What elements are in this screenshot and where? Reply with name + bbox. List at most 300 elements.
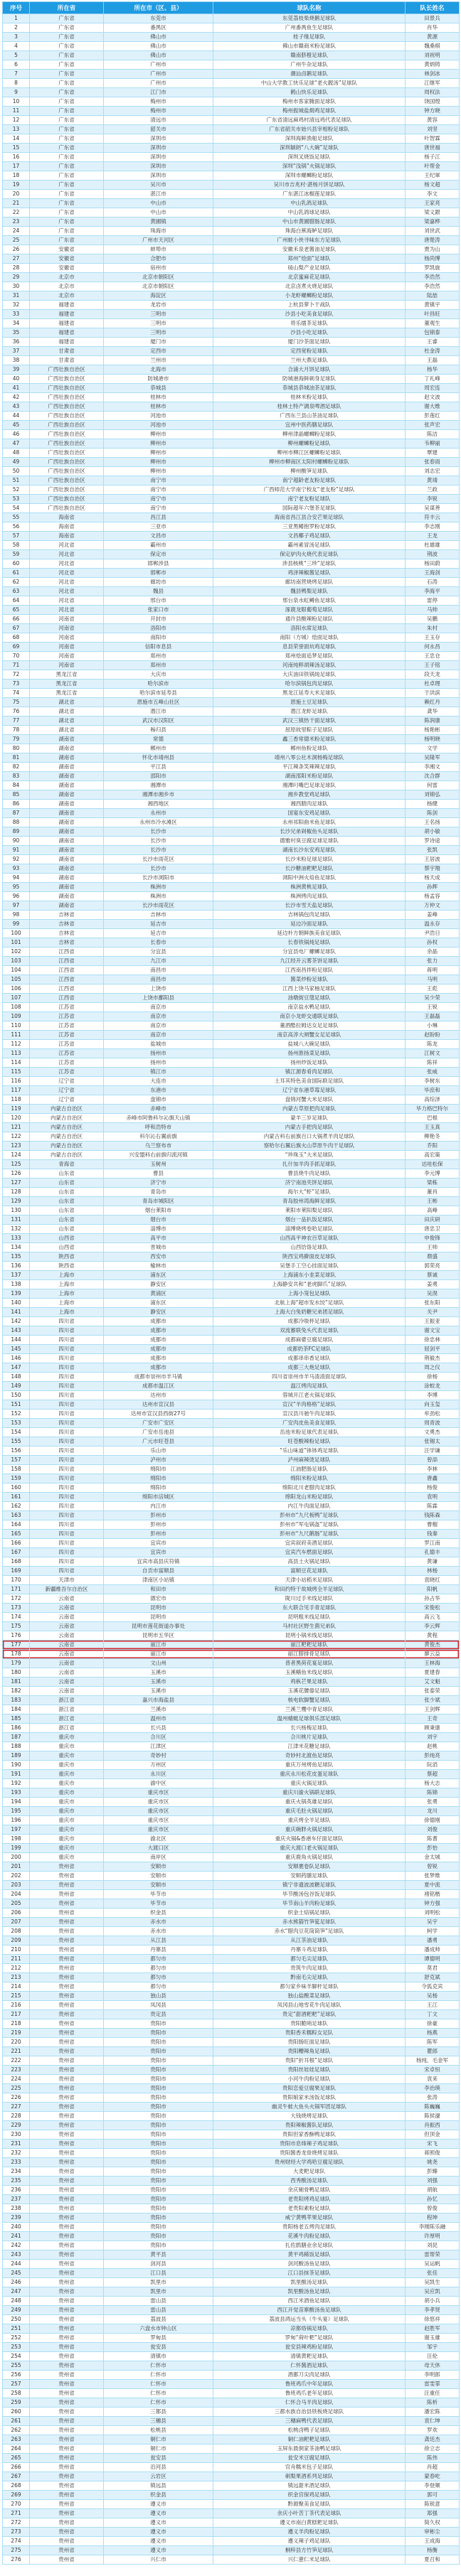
cell-index: 166 [3, 1539, 30, 1548]
cell-province: 云南省 [30, 1622, 104, 1631]
cell-province: 四川省 [30, 1363, 104, 1373]
table-row [3, 1215, 460, 1225]
cell-city: 绵阳市 [104, 1465, 213, 1474]
cell-captain: 吴少荣 [406, 994, 460, 1003]
cell-index: 15 [3, 144, 30, 153]
table-row [3, 1225, 460, 1234]
cell-index: 141 [3, 1308, 30, 1317]
cell-index: 116 [3, 1077, 30, 1086]
cell-team-name: 中山乳鸽足球队 [213, 199, 406, 208]
cell-captain: 宋俊松 [406, 1604, 460, 1613]
table-row [3, 1493, 460, 1502]
cell-province: 吉林省 [30, 938, 104, 948]
cell-team-name: 南京小龙虾交通联足球队 [213, 1012, 406, 1021]
cell-captain: 董观生 [406, 319, 460, 328]
cell-index: 276 [3, 2555, 30, 2565]
cell-team-name: 瓮安县辣鸡粉足球队 [213, 2343, 406, 2352]
cell-team-name: 宜宾汽车燃面足球队 [213, 1548, 406, 1557]
cell-team-name: 柳州津晶螺蛳粉足球队 [213, 430, 406, 439]
cell-province: 四川省 [30, 1373, 104, 1382]
table-row [3, 948, 460, 957]
cell-city: 番禺区 [104, 23, 213, 33]
table-row [3, 1243, 460, 1252]
cell-province: 贵州省 [30, 2361, 104, 2371]
cell-province: 贵州省 [30, 2555, 104, 2565]
cell-team-name: 海南省昌江县合安芒果足球队 [213, 513, 406, 522]
table-row [3, 1382, 460, 1391]
cell-province: 贵州省 [30, 2177, 104, 2186]
cell-city: 南宁市 [104, 495, 213, 504]
cell-captain: 林杨 [406, 1567, 460, 1576]
cell-city: 邯郸市 [104, 569, 213, 578]
cell-captain: 徐悠祥 [406, 2315, 460, 2324]
cell-captain: 吴凯生 [406, 2278, 460, 2287]
table-row [3, 2260, 460, 2269]
cell-captain: 高综泽 [406, 1095, 460, 1105]
cell-province: 江西省 [30, 975, 104, 984]
cell-captain: 赵文波 [406, 393, 460, 402]
cell-team-name: 江西上饶马家柚足球队 [213, 984, 406, 994]
cell-city: 长春市 [104, 938, 213, 948]
table-row [3, 393, 460, 402]
cell-captain: 金太城 [406, 1853, 460, 1862]
cell-province: 贵州省 [30, 2140, 104, 2149]
cell-city: 彭州市 [104, 1520, 213, 1530]
cell-province: 贵州省 [30, 2518, 104, 2528]
cell-team-name: 油墩街豆蔻足球队 [213, 994, 406, 1003]
cell-province: 贵州省 [30, 1955, 104, 1964]
cell-captain: 陈耆 [406, 1835, 460, 1844]
cell-index: 257 [3, 2380, 30, 2389]
cell-index: 6 [3, 60, 30, 70]
cell-captain: 彭纯亮 [406, 1751, 460, 1761]
cell-team-name: 厦门沙茶面足球队 [213, 338, 406, 347]
cell-captain: 毕力格巴特尔 [406, 1105, 460, 1114]
cell-team-name: 上海大白兔奶糖兄弟团足球队 [213, 1308, 406, 1317]
cell-city: 成都市 [104, 1326, 213, 1336]
cell-index: 111 [3, 1031, 30, 1040]
cell-province: 重庆市 [30, 1742, 104, 1751]
cell-captain: 蔡宇翔 [406, 864, 460, 874]
cell-city: 龙岩市 [104, 301, 213, 310]
cell-team-name: 分宜县电厂螺蛳足球队 [213, 948, 406, 957]
cell-team-name: 黄平鸡稀饭足球队 [213, 2250, 406, 2260]
table-row [3, 2278, 460, 2287]
table-row [3, 827, 460, 837]
cell-province: 湖北省 [30, 726, 104, 735]
table-row [3, 1816, 460, 1825]
cell-province: 四川省 [30, 1511, 104, 1520]
cell-captain: 杨俊 [406, 1483, 460, 1493]
cell-team-name: 内江牛肉面足球队 [213, 1502, 406, 1511]
cell-index: 128 [3, 1188, 30, 1197]
cell-province: 四川省 [30, 1474, 104, 1483]
cell-captain: 袁来 [406, 2075, 460, 2084]
table-row [3, 2232, 460, 2241]
cell-index: 275 [3, 2546, 30, 2555]
table-row [3, 449, 460, 458]
cell-captain: 王奇 [406, 1714, 460, 1724]
cell-province: 湖南省 [30, 892, 104, 901]
cell-index: 115 [3, 1068, 30, 1077]
cell-team-name: 北京蜜麻花足球队 [213, 273, 406, 282]
cell-index: 187 [3, 1733, 30, 1742]
cell-team-name: 玉屏东晨侗家茶油鸭足球队 [213, 2444, 406, 2454]
cell-team-name: 重庆火锅&香港车仔面足球队 [213, 1835, 406, 1844]
team-table [2, 1, 460, 2565]
cell-index: 123 [3, 1142, 30, 1151]
cell-province: 贵州省 [30, 2269, 104, 2278]
cell-province: 贵州省 [30, 2491, 104, 2500]
table-row [3, 984, 460, 994]
cell-captain: 顾秉康 [406, 1724, 460, 1733]
cell-city: 湘西地区 [104, 800, 213, 809]
table-row [3, 171, 460, 181]
cell-province: 广东省 [30, 236, 104, 245]
cell-city: 中山市 [104, 199, 213, 208]
cell-captain: 陈洁 [406, 430, 460, 439]
cell-team-name: 贵阳市息烽辣子鸡足球队 [213, 2140, 406, 2149]
cell-city: 黄浦区 [104, 1289, 213, 1299]
cell-province: 福建省 [30, 328, 104, 338]
cell-captain: 韦柳丽 [406, 439, 460, 449]
cell-city: 重庆市区 [104, 1798, 213, 1807]
cell-province: 湖南省 [30, 883, 104, 892]
cell-city: 从江县 [104, 1936, 213, 1946]
cell-team-name: 广东湛江冰榴莲足球队 [213, 190, 406, 199]
cell-city: 贵阳市 [104, 2195, 213, 2204]
table-row [3, 1890, 460, 1899]
cell-city: 泸州市 [104, 1456, 213, 1465]
table-row [3, 467, 460, 476]
cell-province: 广东省 [30, 51, 104, 60]
cell-team-name: 贵阳脆哨足球队 [213, 2019, 406, 2029]
cell-city: 安顺市 [104, 1872, 213, 1881]
cell-city: 呼和浩特市 [104, 1123, 213, 1132]
cell-city: 清远市 [104, 116, 213, 125]
cell-team-name: 镇宁非遗波波糖足球队 [213, 1881, 406, 1890]
cell-city: 株洲市 [104, 883, 213, 892]
cell-team-name: 织金土焙锅足球队 [213, 1909, 406, 1918]
cell-province: 贵州省 [30, 2334, 104, 2343]
cell-index: 192 [3, 1779, 30, 1788]
cell-captain: 孙忆 [406, 2195, 460, 2204]
cell-captain: 曾添 [406, 1456, 460, 1465]
cell-team-name: 湘乡教堂鸡足球队 [213, 790, 406, 800]
cell-captain: 屈剑平 [406, 1345, 460, 1354]
cell-captain: 汪学谦 [406, 1447, 460, 1456]
cell-team-name: 遵义辣子鸡足球队 [213, 2537, 406, 2546]
cell-index: 97 [3, 901, 30, 911]
cell-captain: 涂蛟龙 [406, 1382, 460, 1391]
cell-captain: 杨燕 [406, 2029, 460, 2038]
table-row [3, 2361, 460, 2371]
cell-city: 广州市 [104, 70, 213, 79]
cell-index: 150 [3, 1391, 30, 1400]
cell-captain: 何永昌 [406, 643, 460, 652]
cell-city: 乐山市 [104, 1447, 213, 1456]
cell-team-name: 西江开觉苗寨酸汤鱼足球队 [213, 2306, 406, 2315]
cell-team-name: 核电软脚蟹足球队 [213, 1696, 406, 1705]
table-row [3, 643, 460, 652]
cell-team-name: 合川桃片足球队 [213, 1733, 406, 1742]
cell-city: 玉溪市 [104, 1678, 213, 1687]
cell-team-name: 柳州螺蛳粉足球队 [213, 439, 406, 449]
cell-province: 河北省 [30, 541, 104, 550]
cell-captain: 张锡太 [406, 1437, 460, 1447]
table-row [3, 2454, 460, 2463]
cell-index: 5 [3, 51, 30, 60]
cell-index: 121 [3, 1123, 30, 1132]
table-row [3, 2084, 460, 2093]
table-row [3, 735, 460, 744]
cell-team-name: 重庆川渝火锅联足球队 [213, 1788, 406, 1798]
cell-province: 贵州省 [30, 2417, 104, 2426]
cell-team-name: 重庆永川松花皮蛋足球队 [213, 1770, 406, 1779]
cell-captain: 乔阳 [406, 1142, 460, 1151]
cell-captain: 瞿郎 [406, 2047, 460, 2056]
cell-captain: 肖华 [406, 23, 460, 33]
cell-team-name: 彭州市“九尺板鸭”足球队 [213, 1511, 406, 1520]
table-row [3, 1613, 460, 1622]
cell-team-name: 旺苍酸辣粉足球队 [213, 1437, 406, 1447]
cell-team-name: 西秀酸汤足球队 [213, 2177, 406, 2186]
cell-index: 26 [3, 245, 30, 254]
cell-team-name: 罗甸“荷叶粑”足球队 [213, 2334, 406, 2343]
cell-team-name: 成都奶茶FC足球队 [213, 1345, 406, 1354]
cell-captain: 姜勇 [406, 1280, 460, 1289]
cell-province: 吉林省 [30, 929, 104, 938]
cell-index: 197 [3, 1825, 30, 1835]
cell-index: 162 [3, 1502, 30, 1511]
cell-province: 北京市 [30, 291, 104, 301]
cell-captain: 阮滔 [406, 1761, 460, 1770]
cell-city: 高平市 [104, 1234, 213, 1243]
cell-index: 238 [3, 2204, 30, 2213]
cell-index: 261 [3, 2417, 30, 2426]
cell-captain: 包锦泰 [406, 328, 460, 338]
cell-index: 4 [3, 42, 30, 51]
cell-captain: 张春雨 [406, 458, 460, 467]
cell-province: 浙江省 [30, 1696, 104, 1705]
cell-captain: 黄程 [406, 1631, 460, 1641]
table-row [3, 1142, 460, 1151]
cell-province: 湖北省 [30, 698, 104, 707]
cell-index: 254 [3, 2352, 30, 2361]
cell-captain: 李树东 [406, 1077, 460, 1086]
cell-city: 绵阳市涪城区 [104, 1493, 213, 1502]
cell-captain: 王成海 [406, 2537, 460, 2546]
cell-city: 江津区 [104, 1742, 213, 1751]
cell-province: 北京市 [30, 282, 104, 291]
cell-index: 30 [3, 282, 30, 291]
cell-province: 内蒙古自治区 [30, 1151, 104, 1160]
cell-city: 贵阳市 [104, 2158, 213, 2167]
cell-province: 山西省 [30, 1243, 104, 1252]
cell-city: 合肥市 [104, 254, 213, 264]
cell-captain: 张泰荣 [406, 1687, 460, 1696]
table-row [3, 504, 460, 513]
cell-city: 柳州市 [104, 430, 213, 439]
cell-province: 广西壮族自治区 [30, 467, 104, 476]
cell-province: 贵州省 [30, 2084, 104, 2093]
cell-index: 227 [3, 2103, 30, 2112]
table-row [3, 2389, 460, 2398]
cell-team-name: 魏县鸭梨足球队 [213, 587, 406, 596]
cell-province: 河北省 [30, 559, 104, 569]
cell-captain: 杨明晓 [406, 735, 460, 744]
cell-captain: 郑强 [406, 2509, 460, 2518]
cell-index: 3 [3, 33, 30, 42]
table-row [3, 1151, 460, 1160]
table-row [3, 1197, 460, 1206]
cell-index: 90 [3, 837, 30, 846]
table-row [3, 2075, 460, 2084]
cell-team-name: 余庆剔骨鸭足球队 [213, 2186, 406, 2195]
cell-city: 张家口市 [104, 606, 213, 615]
cell-city: 昆明市 [104, 1613, 213, 1622]
cell-index: 53 [3, 495, 30, 504]
table-row [3, 1345, 460, 1354]
cell-team-name: 赤水熊猫竹笋筵足球队 [213, 1918, 406, 1927]
cell-province: 贵州省 [30, 2509, 104, 2518]
cell-city: 赤峰市 [104, 1105, 213, 1114]
cell-province: 湖南省 [30, 827, 104, 837]
table-row [3, 1946, 460, 1955]
cell-captain: 杨健 [406, 800, 460, 809]
cell-province: 贵州省 [30, 2241, 104, 2250]
cell-team-name: 将乐擂茶足球队 [213, 319, 406, 328]
cell-index: 85 [3, 790, 30, 800]
table-row [3, 1262, 460, 1271]
cell-province: 广西壮族自治区 [30, 485, 104, 495]
cell-captain: 万仲文 [406, 901, 460, 911]
cell-team-name: 玉溪花腰傣足球队 [213, 1687, 406, 1696]
cell-index: 71 [3, 661, 30, 670]
cell-captain: 曹榴 [406, 1520, 460, 1530]
cell-captain: 吴鹏 [406, 615, 460, 624]
cell-captain: 舒克斌 [406, 1973, 460, 1982]
cell-index: 112 [3, 1040, 30, 1049]
cell-captain: 贾为山 [406, 245, 460, 254]
table-row [3, 2417, 460, 2426]
table-row [3, 1502, 460, 1511]
cell-city: 文昌市 [104, 532, 213, 541]
table-row [3, 1631, 460, 1641]
cell-captain: 罗欢 [406, 2426, 460, 2435]
cell-team-name: 湖南邵阳米粉足球队 [213, 772, 406, 781]
cell-captain: 李登顺 [406, 2481, 460, 2491]
cell-province: 四川省 [30, 1391, 104, 1400]
cell-index: 205 [3, 1899, 30, 1909]
cell-index: 147 [3, 1363, 30, 1373]
cell-city: 贵阳市 [104, 2019, 213, 2029]
cell-captain: 唐忠卫 [406, 1225, 460, 1234]
cell-team-name: 重庆大渡口老火锅足球队 [213, 1844, 406, 1853]
cell-captain: 刘明松 [406, 1909, 460, 1918]
cell-city: 贵阳市 [104, 2204, 213, 2213]
cell-province: 湖北省 [30, 717, 104, 726]
cell-index: 75 [3, 698, 30, 707]
cell-province: 山东省 [30, 1188, 104, 1197]
cell-team-name: 恭城县恭城油茶足球队 [213, 384, 406, 393]
cell-captain: 丁礼峰 [406, 375, 460, 384]
cell-city: 邢台市 [104, 596, 213, 606]
cell-captain: 沈合群 [406, 772, 460, 781]
cell-index: 25 [3, 236, 30, 245]
cell-province: 重庆市 [30, 1825, 104, 1835]
cell-captain: 李浩然 [406, 273, 460, 282]
cell-province: 湖北省 [30, 707, 104, 717]
cell-team-name: 凯里酸汤足球队 [213, 2278, 406, 2287]
cell-city: 贵阳市 [104, 2130, 213, 2140]
table-row [3, 1853, 460, 1862]
cell-city: 长沙市浏阳市 [104, 874, 213, 883]
cell-index: 251 [3, 2324, 30, 2334]
cell-province: 福建省 [30, 301, 104, 310]
cell-city: 贵阳市 [104, 2121, 213, 2130]
cell-city: 嘉兴市海盐县 [104, 1696, 213, 1705]
cell-index: 24 [3, 227, 30, 236]
cell-province: 贵州省 [30, 2343, 104, 2352]
cell-index: 19 [3, 181, 30, 190]
table-row [3, 2056, 460, 2066]
cell-province: 陕西省 [30, 1252, 104, 1262]
cell-province: 上海市 [30, 1308, 104, 1317]
table-row [3, 310, 460, 319]
cell-index: 174 [3, 1613, 30, 1622]
cell-province: 贵州省 [30, 2149, 104, 2158]
cell-team-name: 花溪牛肉粉足球队 [213, 2232, 406, 2241]
cell-index: 56 [3, 522, 30, 532]
cell-city: 柳州市 [104, 439, 213, 449]
cell-index: 93 [3, 864, 30, 874]
cell-city: 厦门市 [104, 338, 213, 347]
cell-team-name: 察哈尔右翼后旗火山草原牛肉干足球队 [213, 1142, 406, 1151]
cell-city: 赤水市 [104, 1927, 213, 1936]
table-row [3, 1280, 460, 1289]
cell-province: 江西省 [30, 984, 104, 994]
cell-index: 78 [3, 726, 30, 735]
cell-province: 重庆市 [30, 1835, 104, 1844]
cell-captain: 兰政 [406, 485, 460, 495]
cell-city: 都匀市 [104, 1964, 213, 1973]
table-row [3, 772, 460, 781]
cell-team-name: 佛山市赣商米粉足球队 [213, 42, 406, 51]
cell-city: 长沙市 [104, 837, 213, 846]
cell-captain: 徐豪 [406, 2019, 460, 2029]
cell-captain: 刘志宏 [406, 467, 460, 476]
cell-province: 贵州省 [30, 2056, 104, 2066]
cell-city: 南京市 [104, 1021, 213, 1031]
cell-team-name: 彭州市“九尺鹅肠”足球队 [213, 1530, 406, 1539]
cell-captain: 李文 [406, 190, 460, 199]
cell-city: 德宏市 [104, 1594, 213, 1604]
cell-province: 重庆市 [30, 1798, 104, 1807]
cell-captain: 孙权 [406, 938, 460, 948]
table-row [3, 1114, 460, 1123]
cell-captain: 吴运帆 [406, 2260, 460, 2269]
cell-province: 重庆市 [30, 1853, 104, 1862]
cell-city: 云岩区 [104, 2472, 213, 2481]
cell-city: 广州市 [104, 60, 213, 70]
cell-city: 三穗县 [104, 2417, 213, 2426]
cell-city: 丹寨县 [104, 1946, 213, 1955]
cell-index: 209 [3, 1936, 30, 1946]
table-row [3, 301, 460, 310]
cell-index: 190 [3, 1761, 30, 1770]
cell-index: 118 [3, 1095, 30, 1105]
